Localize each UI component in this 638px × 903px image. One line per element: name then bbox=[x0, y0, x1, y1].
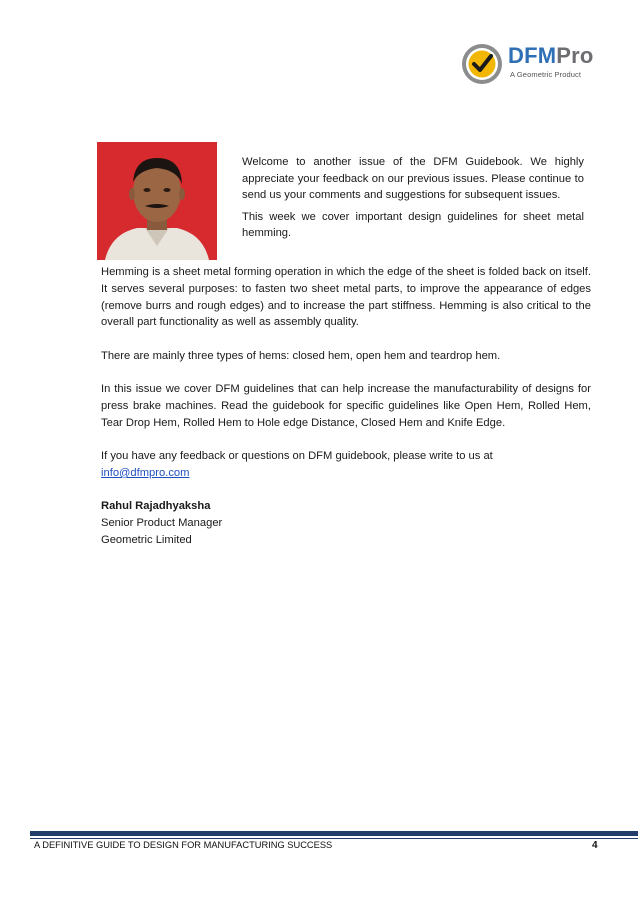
checkmark-badge-icon bbox=[460, 42, 504, 86]
signature-block bbox=[101, 498, 591, 548]
footer-rule-thin bbox=[30, 838, 638, 839]
intro-paragraph: This week we cover important design guidelines for sheet metal hemming. bbox=[242, 210, 584, 240]
footer-text: A DEFINITIVE GUIDE TO DESIGN FOR MANUFACTURING SUCCESS bbox=[34, 840, 333, 850]
page-number: 4 bbox=[592, 840, 598, 851]
logo-tagline: A Geometric Product bbox=[510, 70, 582, 79]
signature-title: Senior Product Manager bbox=[101, 517, 223, 530]
signature-name: Rahul Rajadhyaksha bbox=[101, 500, 211, 513]
logo-word-dfm: DFM bbox=[508, 43, 557, 68]
signature-company: Geometric Limited bbox=[101, 533, 192, 546]
feedback-text: If you have any feedback or questions on DFM guidebook, please write to us at bbox=[101, 450, 493, 463]
logo-wordmark bbox=[508, 44, 594, 68]
intro-paragraph: Welcome to another issue of the DFM Guidebook. We highly appreciate your feedback on our previous issues. Please continue to send us your comments and suggestions for subsequent issues. bbox=[242, 156, 584, 202]
body-paragraph: There are mainly three types of hems: closed hem, open hem and teardrop hem. bbox=[101, 349, 501, 362]
email-link[interactable]: info@dfmpro.com bbox=[101, 466, 190, 479]
logo-word-pro: Pro bbox=[556, 43, 594, 68]
body-paragraph: Hemming is a sheet metal forming operation in which the edge of the sheet is folded back on itself. It serves several purposes: to fasten two sheet metal parts, to improve the appearance of edges (remove burrs and rough edges) and to increase the part stiffness. Hemming is also critical to the overall part functionality as well as assembly quality. bbox=[101, 266, 591, 329]
dfmpro-logo bbox=[460, 40, 600, 88]
body-paragraph: In this issue we cover DFM guidelines that can help increase the manufacturability of designs for press brake machines. Read the guidebook for specific guidelines like Open Hem, Rolled Hem, Tear Drop Hem, Rolled Hem to Hole edge Distance, Closed Hem and Knife Edge. bbox=[101, 383, 591, 429]
author-photo bbox=[97, 142, 217, 260]
footer-rule bbox=[30, 831, 638, 836]
feedback-paragraph bbox=[101, 448, 591, 482]
intro-section bbox=[242, 154, 584, 247]
body-section bbox=[101, 264, 591, 549]
